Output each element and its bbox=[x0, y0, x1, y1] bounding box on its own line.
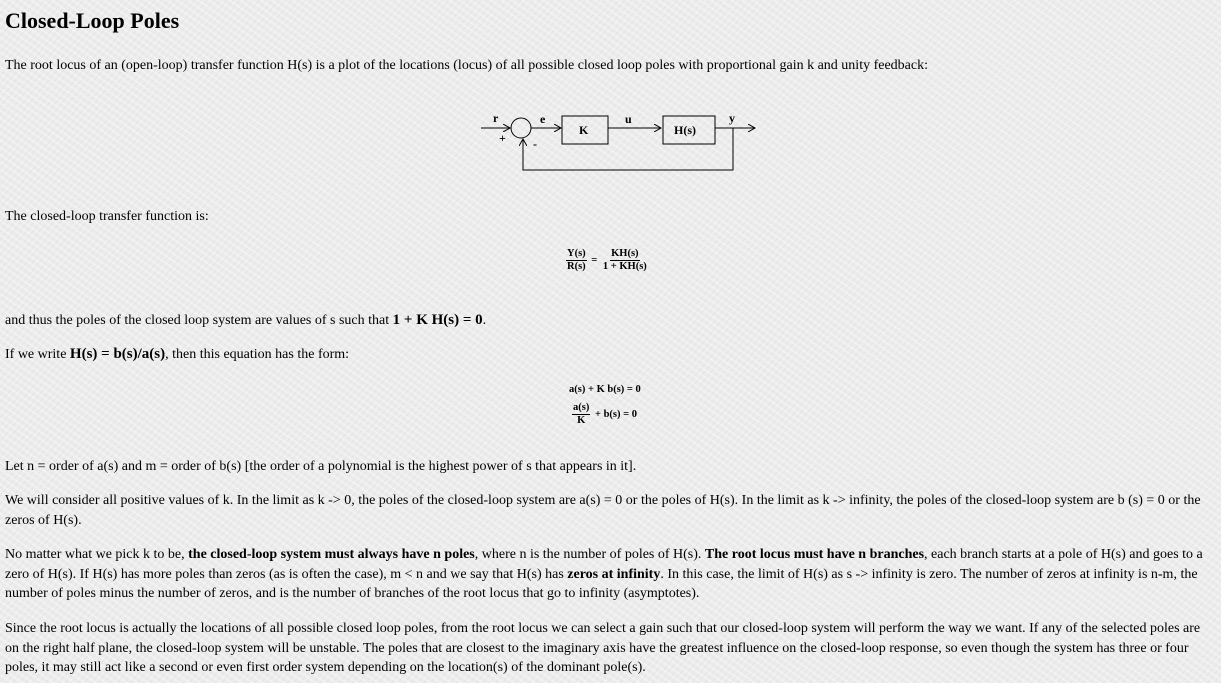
branches-text-4: . In this case, the limit of H(s) as s -> infinity is zero. The number of zeros at infinity is n-m, the number of poles minus the number of zeros, and is the number of branches of the root locus that go to infinity (asymptotes). bbox=[5, 566, 1198, 601]
poles-text-before: and thus the poles of the closed loop system are values of s such that bbox=[5, 313, 393, 328]
h-definition: H(s) = b(s)/a(s) bbox=[69, 346, 166, 362]
k-block-label: K bbox=[579, 123, 589, 137]
form-equation-1: a(s) + K b(s) = 0 bbox=[569, 384, 641, 395]
branches-bold-2: The root locus must have n branches bbox=[704, 547, 925, 562]
closed-loop-tf-label: The closed-loop transfer function is: bbox=[5, 209, 209, 224]
rhs-fraction bbox=[602, 248, 648, 273]
write-text-after: , then this equation has the form: bbox=[165, 347, 350, 362]
equals-sign: = bbox=[591, 255, 598, 266]
branches-bold-1: the closed-loop system must always have n poles bbox=[188, 547, 475, 562]
lhs-denominator: R(s) bbox=[567, 261, 586, 272]
write-text-before: If we write bbox=[5, 347, 70, 362]
h-block-label: H(s) bbox=[674, 123, 696, 137]
closed-loop-tf-equation bbox=[566, 248, 648, 273]
write-paragraph bbox=[5, 345, 1215, 365]
poles-paragraph bbox=[5, 311, 1215, 331]
feedback-block-diagram bbox=[477, 106, 767, 176]
final-paragraph: Since the root locus is actually the locations of all possible closed loop poles, from the root locus we can select a gain such that our closed-loop system will perform the way we want. If any of the selected poles are on the right half plane, the closed-loop system will be unstable. The poles that are closest to the imaginary axis have the greatest influence on the closed-loop response, so even though the system has three or four poles, it may still act like a second or even first order system depending on the location(s) of the dominant pole(s). bbox=[5, 621, 1201, 675]
intro-paragraph: The root locus of an (open-loop) transfer function H(s) is a plot of the locations (locus) of all possible closed loop poles with proportional gain k and unity feedback: bbox=[5, 58, 928, 73]
branches-bold-3: zeros at infinity bbox=[567, 566, 661, 582]
e-label: e bbox=[540, 112, 546, 126]
characteristic-equation: 1 + K H(s) = 0 bbox=[392, 312, 483, 328]
branches-text-3: , each branch starts at a pole of H(s) and goes to a zero of H(s). If H(s) has more poles than zeros (as is often the case), m < n and we say that H(s) has bbox=[5, 547, 1203, 582]
form-equation-rest: + b(s) = 0 bbox=[594, 409, 637, 420]
form-fraction bbox=[572, 402, 590, 427]
branches-text-1: No matter what we pick k to be, bbox=[5, 547, 189, 562]
form-equation-2 bbox=[572, 402, 639, 427]
r-label: r bbox=[493, 111, 499, 125]
lhs-fraction bbox=[566, 248, 587, 273]
rhs-denominator: 1 + KH(s) bbox=[602, 261, 647, 272]
plus-sign: + bbox=[499, 131, 506, 145]
poles-text-after: . bbox=[482, 313, 487, 328]
rhs-numerator: KH(s) bbox=[611, 248, 639, 259]
summing-junction bbox=[511, 118, 531, 138]
lhs-numerator: Y(s) bbox=[567, 248, 586, 259]
branches-paragraph bbox=[5, 545, 1215, 604]
branches-text-2: , where n is the number of poles of H(s). bbox=[474, 547, 705, 562]
order-paragraph: Let n = order of a(s) and m = order of b(s) [the order of a polynomial is the highest power of s that appears in it]. bbox=[5, 459, 637, 474]
page-title: Closed-Loop Poles bbox=[5, 8, 180, 33]
u-label: u bbox=[625, 112, 632, 126]
feedback-path bbox=[523, 128, 733, 170]
y-label: y bbox=[729, 111, 735, 125]
form-numerator: a(s) bbox=[573, 402, 590, 413]
limits-paragraph: We will consider all positive values of k. In the limit as k -> 0, the poles of the closed-loop system are a(s) = 0 or the poles of H(s). In the limit as k -> infinity, the poles of the closed-loop system are b (s) = 0 or the zeros of H(s). bbox=[5, 493, 1201, 528]
form-denominator: K bbox=[577, 415, 586, 426]
minus-sign: - bbox=[533, 137, 537, 151]
